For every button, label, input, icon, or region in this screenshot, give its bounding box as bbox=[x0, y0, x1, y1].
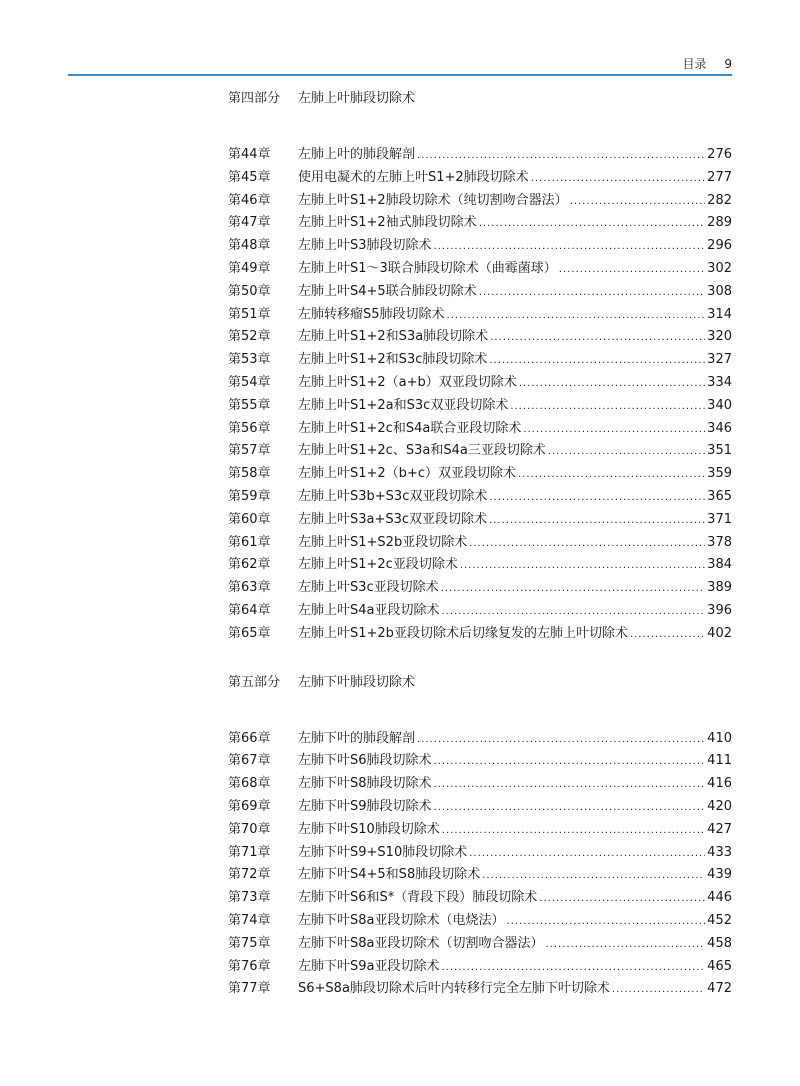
chapter-title: 左肺上叶的肺段解剖 bbox=[298, 147, 416, 162]
toc-entry[interactable] bbox=[228, 956, 732, 979]
toc-entry[interactable] bbox=[228, 463, 732, 486]
toc-entry[interactable] bbox=[228, 395, 732, 418]
page-number: 433 bbox=[707, 844, 732, 860]
dot-leader bbox=[559, 259, 705, 282]
page-number: 389 bbox=[707, 580, 732, 596]
chapter-number: 第51章 bbox=[228, 306, 271, 322]
toc-entry[interactable] bbox=[228, 623, 732, 646]
page-number: 446 bbox=[707, 890, 732, 906]
part-heading bbox=[228, 88, 732, 110]
page-number: 327 bbox=[707, 352, 732, 368]
toc-entry[interactable] bbox=[228, 372, 732, 395]
chapter-title: 左肺上叶S1+2c、S3a和S4a三亚段切除术 bbox=[298, 443, 546, 459]
chapter-title: 左肺下叶S8肺段切除术 bbox=[298, 776, 432, 792]
dot-leader bbox=[417, 729, 705, 752]
page-number: 427 bbox=[707, 821, 732, 837]
page-number: 276 bbox=[707, 147, 732, 162]
toc-entry[interactable] bbox=[228, 819, 732, 842]
page-number: 458 bbox=[707, 935, 732, 951]
dot-leader bbox=[612, 979, 705, 1002]
toc-entry[interactable] bbox=[228, 773, 732, 796]
part-number: 第五部分 bbox=[228, 674, 281, 690]
toc-entry[interactable] bbox=[228, 910, 732, 933]
chapter-number: 第75章 bbox=[228, 935, 271, 951]
page-number: 277 bbox=[707, 169, 732, 185]
page-number: 320 bbox=[707, 329, 732, 345]
dot-leader bbox=[479, 213, 705, 236]
chapter-title: 左肺下叶S9肺段切除术 bbox=[298, 798, 432, 814]
chapter-title: S6+S8a肺段切除术后叶内转移行完全左肺下叶切除术 bbox=[298, 981, 610, 997]
chapter-title: 左肺下叶的肺段解剖 bbox=[298, 730, 416, 746]
part-spacer bbox=[228, 110, 732, 144]
dot-leader bbox=[531, 168, 705, 191]
chapter-title: 左肺上叶S1+2袖式肺段切除术 bbox=[298, 215, 477, 231]
part-number: 第四部分 bbox=[228, 91, 281, 106]
chapter-number: 第53章 bbox=[228, 352, 271, 368]
toc-entry[interactable] bbox=[228, 978, 732, 1001]
toc-entry[interactable] bbox=[228, 842, 732, 865]
section-spacer bbox=[228, 646, 732, 672]
dot-leader bbox=[519, 373, 705, 396]
chapter-title: 左肺上叶S4a亚段切除术 bbox=[298, 602, 440, 618]
page-number: 296 bbox=[707, 238, 732, 254]
page-number: 472 bbox=[707, 981, 732, 997]
chapter-title: 左肺上叶S3肺段切除术 bbox=[298, 238, 432, 254]
chapter-number: 第55章 bbox=[228, 397, 271, 413]
toc-entry[interactable] bbox=[228, 887, 732, 910]
page-number: 282 bbox=[707, 192, 732, 208]
chapter-number: 第48章 bbox=[228, 238, 271, 254]
dot-leader bbox=[482, 865, 705, 888]
dot-leader bbox=[469, 533, 705, 556]
toc-entry[interactable] bbox=[228, 440, 732, 463]
chapter-title: 左肺上叶S1+2b亚段切除术后切缘复发的左肺上叶切除术 bbox=[298, 625, 628, 641]
chapter-title: 左肺下叶S9a亚段切除术 bbox=[298, 958, 440, 974]
page-number: 334 bbox=[707, 374, 732, 390]
toc-content bbox=[228, 88, 732, 1001]
dot-leader bbox=[442, 820, 705, 843]
page-number: 346 bbox=[707, 420, 732, 436]
chapter-title: 左肺上叶S1+2c亚段切除术 bbox=[298, 557, 458, 573]
chapter-title: 左肺下叶S8a亚段切除术（电烧法） bbox=[298, 912, 505, 928]
page-number: 365 bbox=[707, 488, 732, 504]
chapter-number: 第76章 bbox=[228, 958, 271, 974]
chapter-title: 左肺下叶S6肺段切除术 bbox=[298, 753, 432, 769]
toc-entry[interactable] bbox=[228, 304, 732, 327]
chapter-number: 第57章 bbox=[228, 443, 271, 459]
chapter-number: 第70章 bbox=[228, 821, 271, 837]
toc-entry[interactable] bbox=[228, 796, 732, 819]
chapter-number: 第58章 bbox=[228, 466, 271, 482]
toc-entry[interactable] bbox=[228, 509, 732, 532]
chapter-number: 第46章 bbox=[228, 192, 271, 208]
page-number: 465 bbox=[707, 958, 732, 974]
chapter-title: 左肺上叶S1～3联合肺段切除术（曲霉菌球） bbox=[298, 260, 557, 276]
page-number: 340 bbox=[707, 397, 732, 413]
chapter-number: 第69章 bbox=[228, 798, 271, 814]
chapter-title: 左肺上叶S4+5联合肺段切除术 bbox=[298, 283, 477, 299]
toc-entry[interactable] bbox=[228, 554, 732, 577]
chapter-title: 左肺上叶S3c亚段切除术 bbox=[298, 580, 439, 596]
page-number: 378 bbox=[707, 534, 732, 550]
dot-leader bbox=[630, 624, 705, 647]
dot-leader bbox=[434, 797, 706, 820]
toc-entry[interactable] bbox=[228, 418, 732, 441]
chapter-number: 第63章 bbox=[228, 580, 271, 596]
page-number: 452 bbox=[707, 912, 732, 928]
chapter-number: 第71章 bbox=[228, 844, 271, 860]
dot-leader bbox=[570, 191, 705, 214]
dot-leader bbox=[523, 419, 705, 442]
chapter-number: 第49章 bbox=[228, 260, 271, 276]
toc-entry[interactable] bbox=[228, 144, 732, 167]
chapter-title: 左肺上叶S1+2a和S3c双亚段切除术 bbox=[298, 397, 509, 413]
chapter-title: 左肺下叶S9+S10肺段切除术 bbox=[298, 844, 468, 860]
toc-entry[interactable] bbox=[228, 728, 732, 751]
chapter-title: 左肺转移瘤S5肺段切除术 bbox=[298, 306, 445, 322]
chapter-number: 第66章 bbox=[228, 730, 271, 746]
chapter-number: 第73章 bbox=[228, 890, 271, 906]
dot-leader bbox=[489, 510, 705, 533]
chapter-title: 左肺上叶S1+2（b+c）双亚段切除术 bbox=[298, 466, 516, 482]
page-number: 359 bbox=[707, 466, 732, 482]
chapter-number: 第59章 bbox=[228, 488, 271, 504]
chapter-number: 第68章 bbox=[228, 776, 271, 792]
page-number: 416 bbox=[707, 776, 732, 792]
dot-leader bbox=[434, 236, 706, 259]
chapter-number: 第65章 bbox=[228, 625, 271, 641]
dot-leader bbox=[518, 464, 705, 487]
toc-entry[interactable] bbox=[228, 258, 732, 281]
page-number: 420 bbox=[707, 798, 732, 814]
chapter-title: 左肺上叶S1+S2b亚段切除术 bbox=[298, 534, 468, 550]
chapter-number: 第77章 bbox=[228, 981, 271, 997]
page-number: 410 bbox=[707, 730, 732, 746]
dot-leader bbox=[546, 934, 706, 957]
dot-leader bbox=[510, 396, 705, 419]
page-number: 384 bbox=[707, 557, 732, 573]
page-number: 289 bbox=[707, 215, 732, 231]
part-title: 左肺下叶肺段切除术 bbox=[298, 674, 416, 690]
chapter-number: 第47章 bbox=[228, 215, 271, 231]
toc-entry[interactable] bbox=[228, 532, 732, 555]
chapter-number: 第64章 bbox=[228, 602, 271, 618]
chapter-title: 左肺上叶S1+2c和S4a联合亚段切除术 bbox=[298, 420, 522, 436]
toc-entry[interactable] bbox=[228, 190, 732, 213]
toc-entry[interactable] bbox=[228, 212, 732, 235]
toc-entry[interactable] bbox=[228, 167, 732, 190]
chapter-number: 第44章 bbox=[228, 147, 271, 162]
page-number: 308 bbox=[707, 283, 732, 299]
page-number: 302 bbox=[707, 260, 732, 276]
page-number: 411 bbox=[707, 753, 732, 769]
dot-leader bbox=[434, 751, 706, 774]
chapter-number: 第62章 bbox=[228, 557, 271, 573]
part-heading bbox=[228, 672, 732, 694]
part-title: 左肺上叶肺段切除术 bbox=[298, 91, 416, 106]
chapter-title: 左肺下叶S8a亚段切除术（切割吻合器法） bbox=[298, 935, 544, 951]
toc-entry[interactable] bbox=[228, 864, 732, 887]
chapter-number: 第52章 bbox=[228, 329, 271, 345]
toc-entry[interactable] bbox=[228, 486, 732, 509]
dot-leader bbox=[447, 305, 706, 328]
chapter-number: 第74章 bbox=[228, 912, 271, 928]
dot-leader bbox=[460, 555, 705, 578]
chapter-title: 左肺上叶S1+2（a+b）双亚段切除术 bbox=[298, 374, 517, 390]
chapter-title: 左肺上叶S3b+S3c双亚段切除术 bbox=[298, 488, 488, 504]
chapter-number: 第61章 bbox=[228, 534, 271, 550]
chapter-number: 第67章 bbox=[228, 753, 271, 769]
page-number: 402 bbox=[707, 625, 732, 641]
toc-entry[interactable] bbox=[228, 750, 732, 773]
chapter-title: 左肺下叶S6和S*（背段下段）肺段切除术 bbox=[298, 890, 538, 906]
chapter-title: 使用电凝术的左肺上叶S1+2肺段切除术 bbox=[298, 169, 529, 185]
toc-entry[interactable] bbox=[228, 349, 732, 372]
toc-entry[interactable] bbox=[228, 326, 732, 349]
dot-leader bbox=[442, 957, 706, 980]
chapter-number: 第56章 bbox=[228, 420, 271, 436]
dot-leader bbox=[539, 888, 705, 911]
dot-leader bbox=[469, 843, 705, 866]
dot-leader bbox=[507, 911, 706, 934]
header-page-number: 9 bbox=[724, 57, 732, 71]
chapter-title: 左肺下叶S4+5和S8肺段切除术 bbox=[298, 867, 481, 883]
toc-entry[interactable] bbox=[228, 235, 732, 258]
toc-entry[interactable] bbox=[228, 933, 732, 956]
page-number: 371 bbox=[707, 511, 732, 527]
dot-leader bbox=[489, 350, 705, 373]
dot-leader bbox=[442, 601, 706, 624]
chapter-title: 左肺上叶S1+2和S3c肺段切除术 bbox=[298, 352, 488, 368]
toc-entry[interactable] bbox=[228, 281, 732, 304]
dot-leader bbox=[479, 282, 705, 305]
chapter-number: 第72章 bbox=[228, 867, 271, 883]
toc-entry[interactable] bbox=[228, 577, 732, 600]
header-label: 目录 bbox=[682, 57, 707, 71]
toc-entry[interactable] bbox=[228, 600, 732, 623]
dot-leader bbox=[489, 487, 705, 510]
chapter-number: 第60章 bbox=[228, 511, 271, 527]
dot-leader bbox=[490, 327, 705, 350]
chapter-title: 左肺下叶S10肺段切除术 bbox=[298, 821, 440, 837]
chapter-title: 左肺上叶S1+2肺段切除术（纯切割吻合器法） bbox=[298, 192, 568, 208]
chapter-number: 第45章 bbox=[228, 169, 271, 185]
chapter-title: 左肺上叶S1+2和S3a肺段切除术 bbox=[298, 329, 489, 345]
part-spacer bbox=[228, 694, 732, 728]
chapter-number: 第50章 bbox=[228, 283, 271, 299]
page-number: 314 bbox=[707, 306, 732, 322]
page-number: 351 bbox=[707, 443, 732, 459]
chapter-title: 左肺上叶S3a+S3c双亚段切除术 bbox=[298, 511, 488, 527]
chapter-number: 第54章 bbox=[228, 374, 271, 390]
dot-leader bbox=[434, 774, 706, 797]
header-rule bbox=[68, 74, 732, 76]
dot-leader bbox=[441, 578, 706, 601]
page-number: 396 bbox=[707, 602, 732, 618]
page-number: 439 bbox=[707, 867, 732, 883]
running-header bbox=[669, 55, 732, 72]
dot-leader bbox=[548, 441, 705, 464]
dot-leader bbox=[417, 145, 705, 168]
